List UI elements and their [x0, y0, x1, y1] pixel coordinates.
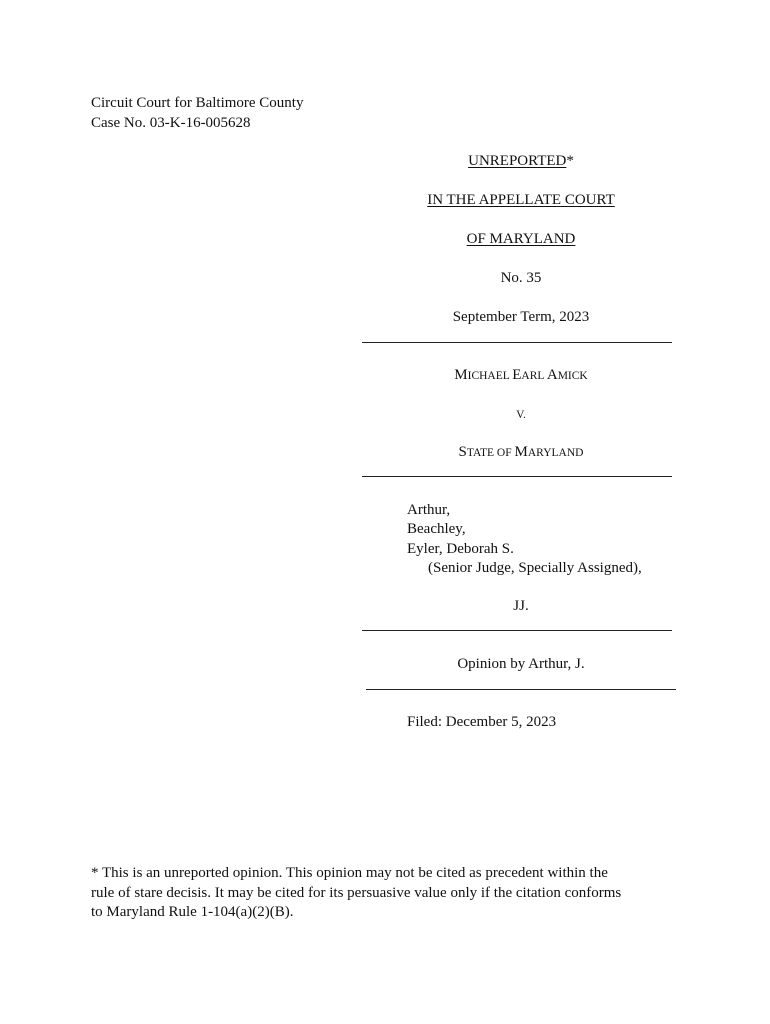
divider-rule-2 — [362, 476, 672, 477]
versus-line — [366, 405, 676, 425]
term-line: September Term, 2023 — [452, 309, 590, 325]
divider-rule-3 — [362, 630, 672, 631]
versus-label: V. — [516, 409, 526, 421]
appellant-cap-1: M — [454, 367, 468, 383]
court-name-1: IN THE APPELLATE COURT — [427, 192, 615, 208]
footnote-line-2: rule of stare decisis. It may be cited for its persuasive value only if the citation conforms — [91, 884, 622, 901]
appellant-rest-2: ARL — [521, 370, 547, 382]
appellee-cap-2: M — [514, 444, 528, 460]
opinion-author: Opinion by Arthur, J. — [457, 656, 585, 672]
panel-judge-2: Beachley, — [407, 521, 466, 537]
appellant-cap-3: A — [546, 367, 558, 383]
court-name-line-2 — [366, 230, 676, 249]
appellant-cap-2: E — [512, 367, 522, 383]
panel-judge-3: Eyler, Deborah S. — [407, 541, 514, 557]
divider-rule-1 — [362, 342, 672, 343]
unreported-footnote — [91, 864, 691, 923]
footnote-line-1: * This is an unreported opinion. This opinion may not be cited as precedent within the — [91, 865, 608, 881]
unreported-heading — [366, 152, 676, 171]
footnote-line-3: to Maryland Rule 1-104(a)(2)(B). — [91, 904, 294, 920]
appellee-rest-1: TATE OF — [466, 447, 515, 459]
case-number-line: Case No. 03-K-16-005628 — [91, 115, 251, 131]
unreported-label: UNREPORTED — [468, 153, 567, 169]
court-name-2: OF MARYLAND — [466, 231, 576, 247]
circuit-court-line: Circuit Court for Baltimore County — [91, 95, 304, 111]
appellant-rest-1: ICHAEL — [467, 370, 513, 382]
case-docket-number: No. 35 — [500, 270, 542, 286]
panel-suffix: JJ. — [513, 598, 529, 614]
appellant-rest-3: MICK — [557, 370, 588, 382]
court-name-line-1 — [366, 191, 676, 210]
panel-judge-1: Arthur, — [407, 502, 451, 518]
appellee-rest-2: ARYLAND — [527, 447, 584, 459]
appellant-name — [366, 366, 676, 386]
appellee-cap-1: S — [458, 444, 467, 460]
appellee-name — [366, 443, 676, 463]
unreported-asterisk: * — [566, 153, 574, 169]
divider-rule-4 — [366, 689, 676, 690]
panel-judge-note: (Senior Judge, Specially Assigned), — [428, 560, 642, 576]
filed-date: Filed: December 5, 2023 — [407, 714, 557, 730]
